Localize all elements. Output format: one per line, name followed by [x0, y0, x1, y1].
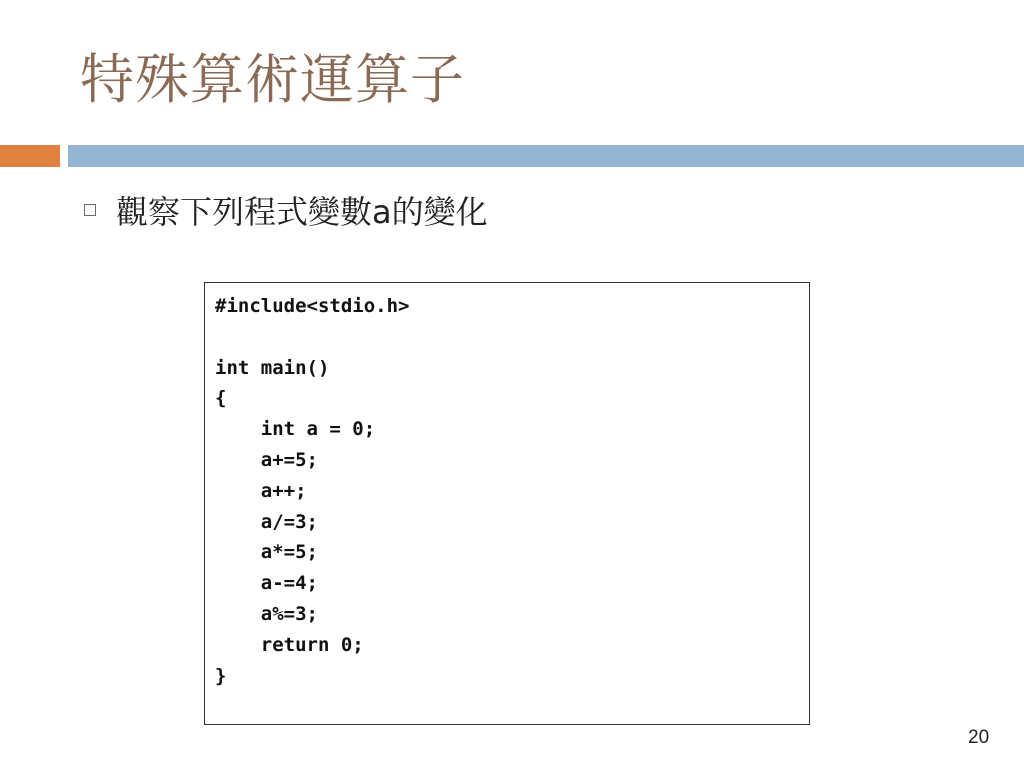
code-line [215, 322, 799, 353]
code-line: a/=3; [215, 510, 318, 533]
accent-bar-blue [68, 145, 1024, 167]
square-bullet-icon [84, 204, 96, 216]
code-block [204, 282, 810, 725]
code-line: a*=5; [215, 541, 318, 564]
code-line: int a = 0; [215, 418, 376, 441]
code-line: a++; [215, 479, 307, 502]
code-line: } [215, 664, 227, 687]
code-line: #include<stdio.h> [215, 295, 410, 317]
code-line: a+=5; [215, 448, 318, 471]
code-line: int main() [215, 356, 330, 379]
bullet-text: 觀察下列程式變數a的變化 [116, 193, 488, 231]
accent-bar-orange [0, 145, 60, 167]
code-line: a%=3; [215, 602, 318, 625]
code-line: a-=4; [215, 572, 318, 595]
bullet-item [84, 186, 488, 234]
slide-title: 特殊算術運算子 [80, 48, 465, 111]
page-number: 20 [968, 727, 990, 748]
code-line: return 0; [215, 633, 364, 656]
code-line: { [215, 387, 227, 410]
